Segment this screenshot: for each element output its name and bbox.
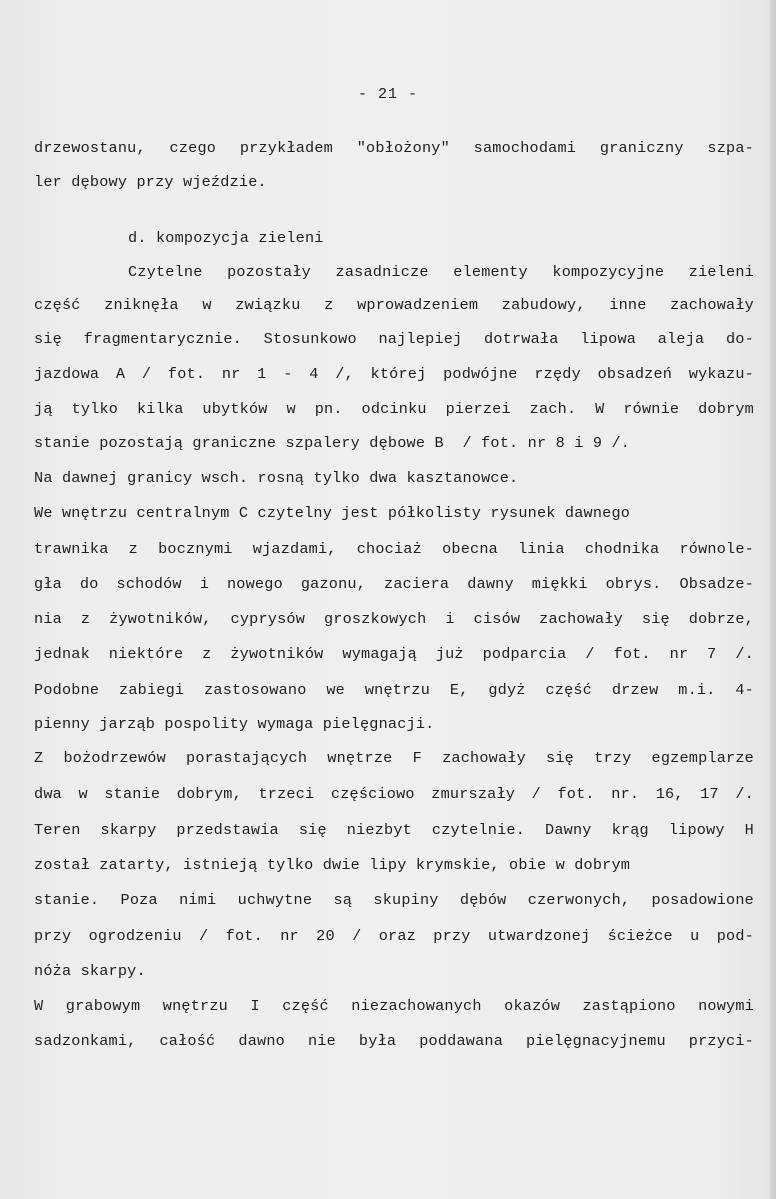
text-line: Teren skarpy przedstawia się niezbyt czytelnie. Dawny krąg lipowy H (34, 821, 754, 839)
text-line: się fragmentarycznie. Stosunkowo najlepiej dotrwała lipowa aleja do- (34, 330, 754, 348)
text-line: przy ogrodzeniu / fot. nr 20 / oraz przy utwardzonej ścieżce u pod- (34, 927, 754, 945)
text-line: Czytelne pozostały zasadnicze elementy kompozycyjne zieleni (128, 263, 754, 281)
page-edge-shadow (770, 0, 776, 1199)
text-line: nóża skarpy. (34, 962, 146, 980)
text-line: We wnętrzu centralnym C czytelny jest półkolisty rysunek dawnego (34, 504, 631, 522)
text-line: część zniknęła w związku z wprowadzeniem zabudowy, inne zachowały (34, 296, 754, 314)
text-line: stanie pozostają graniczne szpalery dębowe B / fot. nr 8 i 9 /. (34, 434, 631, 452)
text-line: jazdowa A / fot. nr 1 - 4 /, której podwójne rzędy obsadzeń wykazu- (34, 365, 754, 383)
text-line: został zatarty, istnieją tylko dwie lipy krymskie, obie w dobrym (34, 856, 631, 874)
text-line: ler dębowy przy wjeździe. (34, 173, 267, 191)
text-line: jednak niektóre z żywotników wymagają już podparcia / fot. nr 7 /. (34, 645, 754, 663)
text-line: drzewostanu, czego przykładem "obłożony" samochodami graniczny szpa- (34, 139, 754, 157)
text-line: sadzonkami, całość dawno nie była poddawana pielęgnacyjnemu przyci- (34, 1032, 754, 1050)
text-line: Z bożodrzewów porastających wnętrze F zachowały się trzy egzemplarze (34, 749, 754, 767)
text-line: stanie. Poza nimi uchwytne są skupiny dębów czerwonych, posadowione (34, 891, 754, 909)
text-line: pienny jarząb pospolity wymaga pielęgnacji. (34, 715, 435, 733)
text-line: dwa w stanie dobrym, trzeci częściowo zmurszały / fot. nr. 16, 17 /. (34, 785, 754, 803)
text-line: gła do schodów i nowego gazonu, zaciera dawny miękki obrys. Obsadze- (34, 575, 754, 593)
text-line: ją tylko kilka ubytków w pn. odcinku pierzei zach. W równie dobrym (34, 400, 754, 418)
text-line: Na dawnej granicy wsch. rosną tylko dwa kasztanowce. (34, 469, 519, 487)
text-line: Podobne zabiegi zastosowano we wnętrzu E, gdyż część drzew m.i. 4- (34, 681, 754, 699)
section-heading: d. kompozycja zieleni (128, 229, 324, 247)
page-number: - 21 - (357, 86, 418, 103)
text-line: nia z żywotników, cyprysów groszkowych i cisów zachowały się dobrze, (34, 610, 754, 628)
text-line: W grabowym wnętrzu I część niezachowanych okazów zastąpiono nowymi (34, 997, 754, 1015)
text-line: trawnika z bocznymi wjazdami, chociaż obecna linia chodnika równole- (34, 540, 754, 558)
